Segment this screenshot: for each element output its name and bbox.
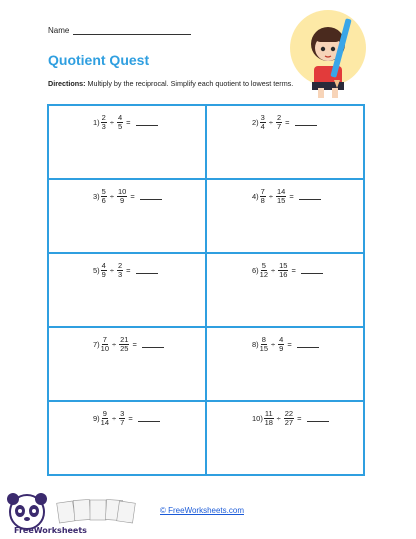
fraction-denominator: 27 bbox=[284, 418, 294, 427]
dividend-fraction bbox=[260, 114, 266, 131]
fraction-numerator: 3 bbox=[120, 409, 125, 418]
problem-number: 9) bbox=[93, 414, 100, 423]
divisor-fraction bbox=[276, 114, 282, 131]
answer-blank[interactable] bbox=[142, 341, 164, 348]
equals-sign: = bbox=[285, 118, 290, 127]
divide-sign: ÷ bbox=[268, 192, 273, 201]
problem-number: 6) bbox=[252, 266, 259, 275]
answer-blank[interactable] bbox=[295, 119, 317, 126]
fraction-denominator: 5 bbox=[117, 122, 123, 131]
equals-sign: = bbox=[132, 340, 137, 349]
problem-cell bbox=[49, 106, 205, 178]
equals-sign: = bbox=[126, 266, 131, 275]
divide-sign: ÷ bbox=[109, 266, 114, 275]
equals-sign: = bbox=[128, 414, 133, 423]
equals-sign: = bbox=[126, 118, 131, 127]
divide-sign: ÷ bbox=[271, 340, 276, 349]
fraction-denominator: 10 bbox=[100, 344, 110, 353]
answer-blank[interactable] bbox=[297, 341, 319, 348]
divide-sign: ÷ bbox=[268, 118, 273, 127]
equals-sign: = bbox=[289, 192, 294, 201]
fraction-denominator: 4 bbox=[260, 122, 265, 131]
divisor-fraction bbox=[284, 410, 294, 427]
problem-expression bbox=[93, 262, 158, 279]
fraction-numerator: 10 bbox=[117, 187, 127, 196]
fraction-numerator: 3 bbox=[260, 113, 265, 122]
equals-sign: = bbox=[130, 192, 135, 201]
dividend-fraction bbox=[260, 336, 268, 353]
problem-number: 1) bbox=[93, 118, 100, 127]
fraction-numerator: 9 bbox=[102, 409, 107, 418]
fraction-numerator: 15 bbox=[279, 261, 288, 270]
divisor-fraction bbox=[278, 262, 288, 279]
problem-expression bbox=[93, 188, 162, 205]
equals-sign: = bbox=[297, 414, 302, 423]
fraction-numerator: 14 bbox=[276, 187, 286, 196]
dividend-fraction bbox=[264, 410, 274, 427]
divisor-fraction bbox=[117, 114, 123, 131]
divisor-fraction bbox=[117, 262, 123, 279]
divisor-fraction bbox=[119, 410, 125, 427]
worksheets-fan-illustration bbox=[56, 496, 136, 526]
directions bbox=[48, 79, 320, 90]
problem-cell bbox=[207, 106, 363, 178]
problem-cell bbox=[49, 402, 205, 474]
problem-cell bbox=[207, 180, 363, 252]
fraction-numerator: 7 bbox=[260, 187, 265, 196]
directions-text: Multiply by the reciprocal. Simplify each quotient to lowest terms. bbox=[85, 79, 294, 88]
problem-number: 2) bbox=[252, 118, 259, 127]
divide-sign: ÷ bbox=[271, 266, 276, 275]
fraction-numerator: 2 bbox=[276, 113, 282, 122]
dividend-fraction bbox=[101, 188, 107, 205]
problem-expression bbox=[252, 188, 321, 205]
fraction-numerator: 2 bbox=[117, 261, 123, 270]
problem-expression bbox=[93, 336, 164, 353]
problem-expression bbox=[252, 262, 323, 279]
fraction-numerator: 22 bbox=[284, 409, 294, 418]
answer-blank[interactable] bbox=[301, 267, 323, 274]
equals-sign: = bbox=[291, 266, 296, 275]
divide-sign: ÷ bbox=[109, 118, 114, 127]
fraction-denominator: 12 bbox=[259, 270, 269, 279]
fraction-numerator: 4 bbox=[101, 261, 106, 270]
fraction-denominator: 9 bbox=[279, 344, 284, 353]
fraction-denominator: 18 bbox=[264, 418, 273, 427]
problem-number: 3) bbox=[93, 192, 100, 201]
fraction-numerator: 5 bbox=[261, 261, 266, 270]
fraction-denominator: 7 bbox=[120, 418, 125, 427]
dividend-fraction bbox=[101, 410, 109, 427]
dividend-fraction bbox=[260, 188, 266, 205]
fraction-denominator: 7 bbox=[276, 122, 282, 131]
divisor-fraction bbox=[278, 336, 284, 353]
dividend-fraction bbox=[260, 262, 268, 279]
problem-number: 10) bbox=[252, 414, 263, 423]
divide-sign: ÷ bbox=[112, 340, 117, 349]
fraction-denominator: 3 bbox=[117, 270, 123, 279]
fraction-denominator: 15 bbox=[259, 344, 269, 353]
problem-grid bbox=[47, 104, 365, 476]
problem-number: 8) bbox=[252, 340, 259, 349]
dividend-fraction bbox=[101, 114, 107, 131]
problem-cell bbox=[207, 254, 363, 326]
fraction-denominator: 9 bbox=[101, 270, 106, 279]
fraction-denominator: 8 bbox=[260, 196, 265, 205]
problem-expression bbox=[252, 410, 329, 427]
problem-number: 5) bbox=[93, 266, 100, 275]
problem-number: 7) bbox=[93, 340, 100, 349]
fraction-denominator: 9 bbox=[120, 196, 125, 205]
fraction-numerator: 21 bbox=[120, 335, 129, 344]
directions-label: Directions: bbox=[48, 79, 86, 88]
dividend-fraction bbox=[101, 336, 109, 353]
fraction-denominator: 25 bbox=[120, 344, 129, 353]
fraction-numerator: 7 bbox=[102, 335, 107, 344]
fraction-numerator: 8 bbox=[261, 335, 266, 344]
problem-expression bbox=[93, 410, 160, 427]
girl-with-pencil-illustration bbox=[288, 8, 368, 100]
name-field bbox=[48, 26, 191, 35]
divide-sign: ÷ bbox=[109, 192, 114, 201]
fraction-denominator: 16 bbox=[279, 270, 288, 279]
problem-cell bbox=[49, 180, 205, 252]
divisor-fraction bbox=[117, 188, 127, 205]
problem-cell bbox=[207, 402, 363, 474]
problem-cell bbox=[49, 328, 205, 400]
answer-blank[interactable] bbox=[136, 267, 158, 274]
name-label: Name bbox=[48, 26, 70, 35]
name-line[interactable] bbox=[73, 26, 191, 35]
answer-blank[interactable] bbox=[136, 119, 158, 126]
answer-blank[interactable] bbox=[138, 415, 160, 422]
divide-sign: ÷ bbox=[112, 414, 117, 423]
problem-cell bbox=[207, 328, 363, 400]
problem-expression bbox=[93, 114, 158, 131]
fraction-denominator: 14 bbox=[100, 418, 110, 427]
fraction-denominator: 15 bbox=[276, 196, 286, 205]
answer-blank[interactable] bbox=[299, 193, 321, 200]
site-logo-text: FreeWorksheets bbox=[14, 526, 87, 535]
fraction-denominator: 6 bbox=[101, 196, 106, 205]
worksheet-title: Quotient Quest bbox=[48, 52, 150, 68]
fraction-denominator: 3 bbox=[101, 122, 106, 131]
divisor-fraction bbox=[276, 188, 286, 205]
divisor-fraction bbox=[119, 336, 129, 353]
fraction-numerator: 4 bbox=[117, 113, 123, 122]
problem-number: 4) bbox=[252, 192, 259, 201]
answer-blank[interactable] bbox=[307, 415, 329, 422]
fraction-numerator: 5 bbox=[101, 187, 106, 196]
answer-blank[interactable] bbox=[140, 193, 162, 200]
problem-expression bbox=[252, 114, 317, 131]
dividend-fraction bbox=[101, 262, 107, 279]
fraction-numerator: 4 bbox=[279, 335, 284, 344]
copyright-link[interactable]: © FreeWorksheets.com bbox=[160, 506, 244, 515]
problem-cell bbox=[49, 254, 205, 326]
equals-sign: = bbox=[287, 340, 292, 349]
fraction-numerator: 2 bbox=[101, 113, 106, 122]
divide-sign: ÷ bbox=[276, 414, 281, 423]
problem-expression bbox=[252, 336, 319, 353]
fraction-numerator: 11 bbox=[264, 409, 273, 418]
